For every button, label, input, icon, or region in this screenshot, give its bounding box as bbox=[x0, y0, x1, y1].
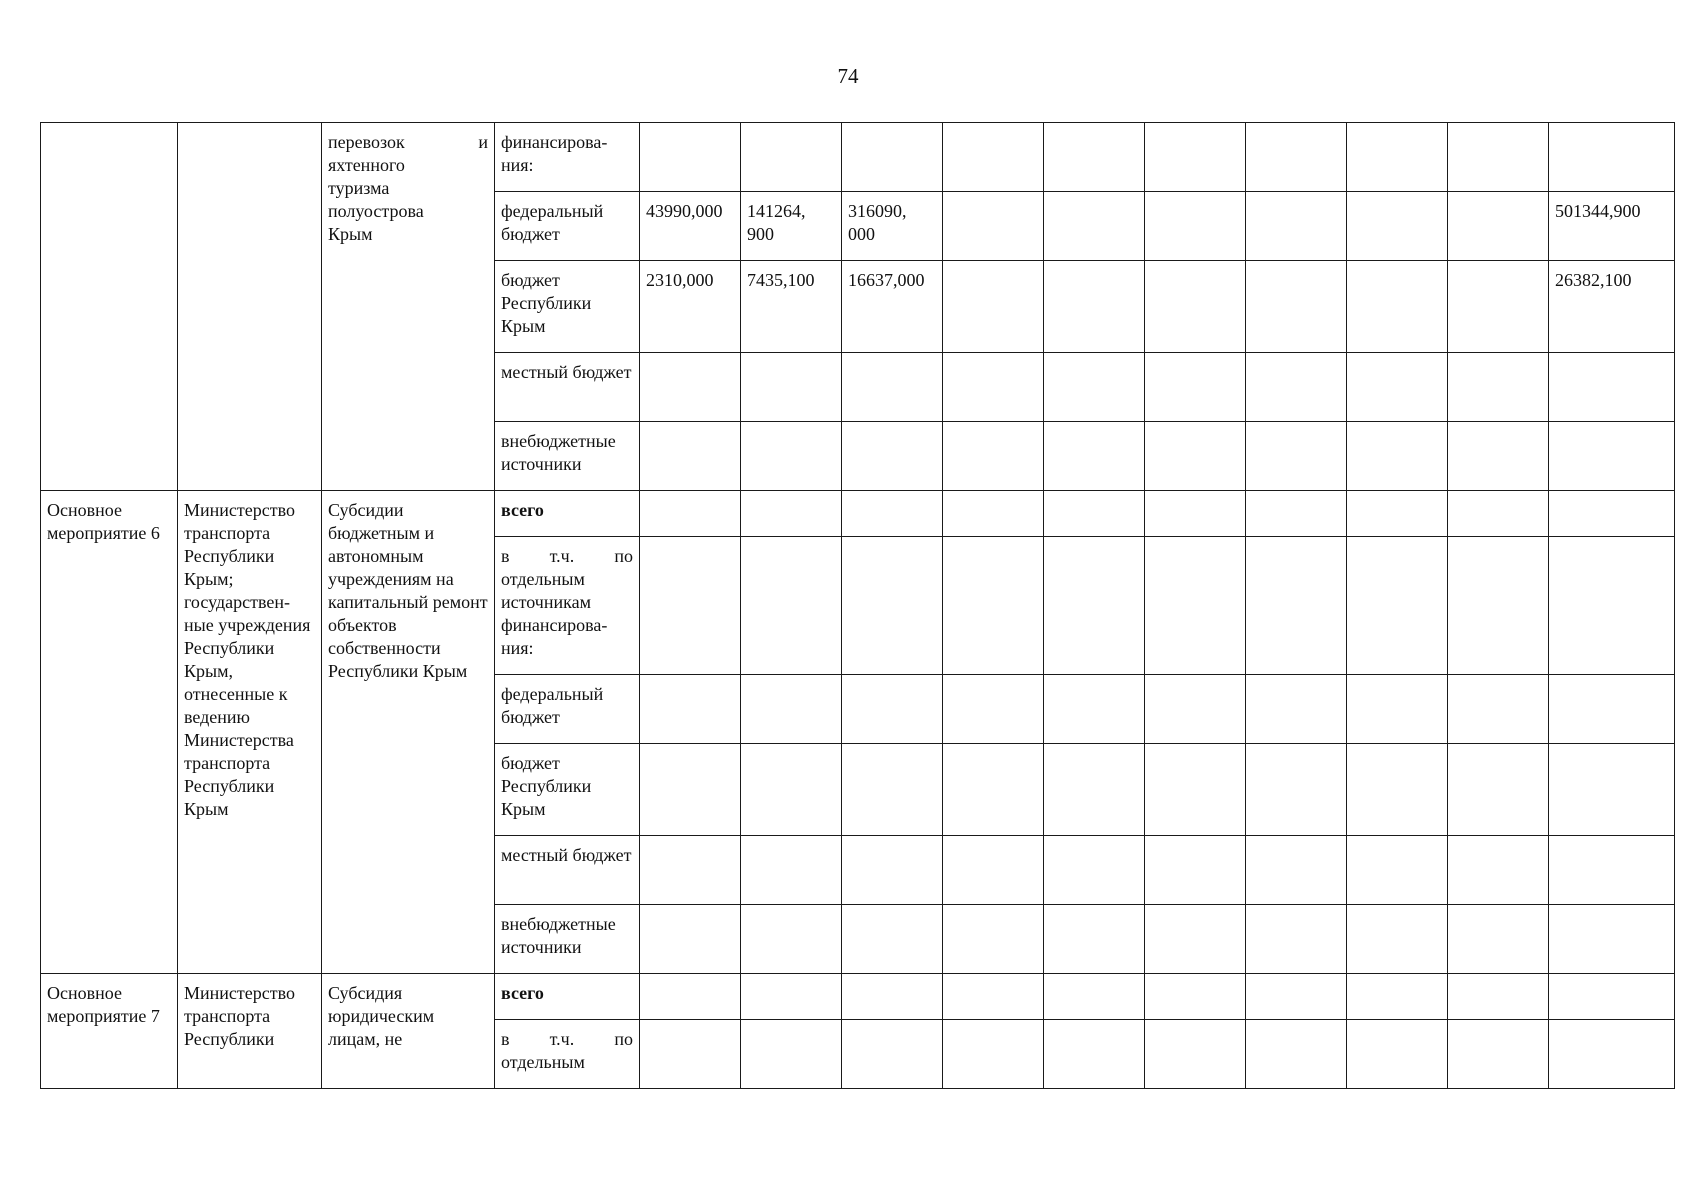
description-line: яхтенного bbox=[328, 155, 405, 175]
value-cell bbox=[741, 353, 842, 422]
value-cell bbox=[1448, 353, 1549, 422]
value-cell: 141264, 900 bbox=[741, 192, 842, 261]
value-cell bbox=[1246, 261, 1347, 353]
value-cell bbox=[842, 353, 943, 422]
description-line: туризма bbox=[328, 178, 390, 198]
value-cell bbox=[1347, 537, 1448, 675]
source-cell: всего bbox=[495, 491, 640, 537]
value-cell bbox=[741, 123, 842, 192]
value-cell bbox=[842, 974, 943, 1020]
value-cell bbox=[943, 675, 1044, 744]
value-cell bbox=[943, 422, 1044, 491]
value-cell bbox=[1347, 905, 1448, 974]
value-cell bbox=[640, 537, 741, 675]
value-cell: 16637,000 bbox=[842, 261, 943, 353]
financing-table bbox=[40, 122, 1675, 1089]
value-cell bbox=[1044, 192, 1145, 261]
source-cell: всего bbox=[495, 974, 640, 1020]
value-cell bbox=[1044, 537, 1145, 675]
value-cell bbox=[943, 905, 1044, 974]
value-cell bbox=[842, 744, 943, 836]
value-cell bbox=[1549, 675, 1675, 744]
value-cell bbox=[640, 491, 741, 537]
value-cell bbox=[741, 836, 842, 905]
value-cell bbox=[1448, 974, 1549, 1020]
source-rest: отдельным источникам финансирова-ния: bbox=[501, 569, 608, 658]
description-cell: Субсидии бюджетным и автономным учреждениям на капитальный ремонт объектов собственности Республики Крым bbox=[322, 491, 495, 974]
value-cell bbox=[640, 1020, 741, 1089]
description-line: полуострова bbox=[328, 201, 424, 221]
value-cell bbox=[1145, 675, 1246, 744]
value-cell bbox=[1044, 675, 1145, 744]
value-cell bbox=[741, 1020, 842, 1089]
value-cell bbox=[1347, 491, 1448, 537]
value-cell bbox=[1347, 974, 1448, 1020]
description-cell: Субсидия юридическим лицам, не bbox=[322, 974, 495, 1089]
executor-cell: Министерство транспорта Республики bbox=[178, 974, 322, 1089]
value-cell bbox=[1145, 905, 1246, 974]
value-cell bbox=[1448, 192, 1549, 261]
value-cell bbox=[1246, 974, 1347, 1020]
source-cell: местный бюджет bbox=[495, 836, 640, 905]
value-cell bbox=[741, 537, 842, 675]
value-cell bbox=[741, 905, 842, 974]
value-cell bbox=[1347, 192, 1448, 261]
value-cell bbox=[842, 1020, 943, 1089]
value-cell bbox=[1246, 836, 1347, 905]
value-cell: 43990,000 bbox=[640, 192, 741, 261]
value-cell bbox=[943, 744, 1044, 836]
value-cell bbox=[1246, 744, 1347, 836]
value-cell bbox=[1044, 261, 1145, 353]
description-line: перевозок и bbox=[328, 132, 488, 152]
value-cell bbox=[943, 491, 1044, 537]
value-cell bbox=[943, 192, 1044, 261]
value-cell bbox=[842, 123, 943, 192]
value-cell bbox=[1044, 836, 1145, 905]
value-cell bbox=[1246, 192, 1347, 261]
value-cell: 2310,000 bbox=[640, 261, 741, 353]
value-cell bbox=[1145, 422, 1246, 491]
value-cell bbox=[1044, 353, 1145, 422]
value-cell bbox=[1448, 1020, 1549, 1089]
value-cell: 501344,900 bbox=[1549, 192, 1675, 261]
description-line: Крым bbox=[328, 224, 373, 244]
value-cell bbox=[1549, 974, 1675, 1020]
source-cell: федеральный бюджет bbox=[495, 675, 640, 744]
table-row bbox=[41, 974, 1675, 1020]
value-cell bbox=[1145, 192, 1246, 261]
value-cell bbox=[842, 537, 943, 675]
value-cell bbox=[1044, 123, 1145, 192]
value-cell bbox=[1549, 744, 1675, 836]
value-cell bbox=[1145, 744, 1246, 836]
source-rest: отдельным bbox=[501, 1052, 585, 1072]
value-cell bbox=[1246, 905, 1347, 974]
value-cell bbox=[943, 537, 1044, 675]
source-cell bbox=[495, 1020, 640, 1089]
value-cell bbox=[842, 491, 943, 537]
table-row bbox=[41, 491, 1675, 537]
event-cell bbox=[41, 123, 178, 491]
value-cell bbox=[1145, 537, 1246, 675]
value-cell bbox=[1044, 974, 1145, 1020]
value-cell bbox=[640, 744, 741, 836]
value-cell bbox=[1246, 123, 1347, 192]
value-cell bbox=[640, 675, 741, 744]
value-cell bbox=[1044, 491, 1145, 537]
value-cell bbox=[1448, 836, 1549, 905]
value-cell bbox=[842, 422, 943, 491]
value-cell bbox=[640, 422, 741, 491]
value-cell bbox=[1549, 905, 1675, 974]
value-cell bbox=[640, 123, 741, 192]
value-cell bbox=[741, 675, 842, 744]
value-cell bbox=[943, 123, 1044, 192]
executor-cell bbox=[178, 123, 322, 491]
value-cell bbox=[1347, 744, 1448, 836]
value-cell bbox=[741, 974, 842, 1020]
value-cell bbox=[1246, 353, 1347, 422]
value-cell bbox=[1044, 905, 1145, 974]
value-cell bbox=[1347, 123, 1448, 192]
value-cell bbox=[741, 744, 842, 836]
value-cell bbox=[943, 836, 1044, 905]
source-first-line: в т.ч. по bbox=[501, 546, 633, 566]
value-cell: 7435,100 bbox=[741, 261, 842, 353]
value-cell bbox=[1448, 422, 1549, 491]
value-cell bbox=[1347, 1020, 1448, 1089]
value-cell bbox=[1347, 422, 1448, 491]
table-row bbox=[41, 123, 1675, 192]
value-cell bbox=[1448, 491, 1549, 537]
source-first-line: в т.ч. по bbox=[501, 1029, 633, 1049]
value-cell bbox=[640, 836, 741, 905]
value-cell bbox=[741, 491, 842, 537]
source-cell: бюджет Республики Крым bbox=[495, 261, 640, 353]
value-cell bbox=[1246, 422, 1347, 491]
value-cell bbox=[1448, 123, 1549, 192]
value-cell bbox=[1549, 353, 1675, 422]
value-cell bbox=[1044, 744, 1145, 836]
executor-cell: Министерство транспорта Республики Крым; государствен-ные учреждения Республики Крым, отнесенные к ведению Министерства транспорта Республики Крым bbox=[178, 491, 322, 974]
value-cell bbox=[640, 353, 741, 422]
value-cell bbox=[1549, 836, 1675, 905]
value-cell: 26382,100 bbox=[1549, 261, 1675, 353]
source-cell: федеральный бюджет bbox=[495, 192, 640, 261]
value-cell bbox=[1145, 491, 1246, 537]
value-cell bbox=[741, 422, 842, 491]
value-cell bbox=[1145, 353, 1246, 422]
event-cell: Основное мероприятие 6 bbox=[41, 491, 178, 974]
value-cell bbox=[1044, 422, 1145, 491]
value-cell bbox=[943, 1020, 1044, 1089]
value-cell bbox=[1448, 744, 1549, 836]
value-cell bbox=[1549, 1020, 1675, 1089]
value-cell bbox=[1347, 675, 1448, 744]
value-cell bbox=[943, 261, 1044, 353]
value-cell bbox=[1448, 261, 1549, 353]
value-cell bbox=[1347, 261, 1448, 353]
value-cell bbox=[1044, 1020, 1145, 1089]
value-cell bbox=[1347, 353, 1448, 422]
value-cell bbox=[1549, 422, 1675, 491]
value-cell bbox=[1549, 537, 1675, 675]
description-cell bbox=[322, 123, 495, 491]
source-cell: финансирова-ния: bbox=[495, 123, 640, 192]
value-cell bbox=[1347, 836, 1448, 905]
value-cell bbox=[1145, 123, 1246, 192]
value-cell bbox=[1145, 836, 1246, 905]
source-cell: бюджет Республики Крым bbox=[495, 744, 640, 836]
source-cell: местный бюджет bbox=[495, 353, 640, 422]
value-cell bbox=[943, 974, 1044, 1020]
value-cell bbox=[842, 905, 943, 974]
value-cell bbox=[1549, 123, 1675, 192]
value-cell: 316090, 000 bbox=[842, 192, 943, 261]
value-cell bbox=[640, 974, 741, 1020]
value-cell bbox=[1246, 1020, 1347, 1089]
value-cell bbox=[842, 836, 943, 905]
event-cell: Основное мероприятие 7 bbox=[41, 974, 178, 1089]
value-cell bbox=[1145, 974, 1246, 1020]
value-cell bbox=[1549, 491, 1675, 537]
value-cell bbox=[1246, 537, 1347, 675]
page-number: 74 bbox=[837, 64, 859, 88]
source-cell bbox=[495, 537, 640, 675]
value-cell bbox=[1246, 675, 1347, 744]
value-cell bbox=[1246, 491, 1347, 537]
value-cell bbox=[842, 675, 943, 744]
value-cell bbox=[1448, 905, 1549, 974]
value-cell bbox=[640, 905, 741, 974]
source-cell: внебюджетные источники bbox=[495, 422, 640, 491]
value-cell bbox=[1448, 537, 1549, 675]
value-cell bbox=[1145, 1020, 1246, 1089]
value-cell bbox=[943, 353, 1044, 422]
value-cell bbox=[1448, 675, 1549, 744]
value-cell bbox=[1145, 261, 1246, 353]
source-cell: внебюджетные источники bbox=[495, 905, 640, 974]
